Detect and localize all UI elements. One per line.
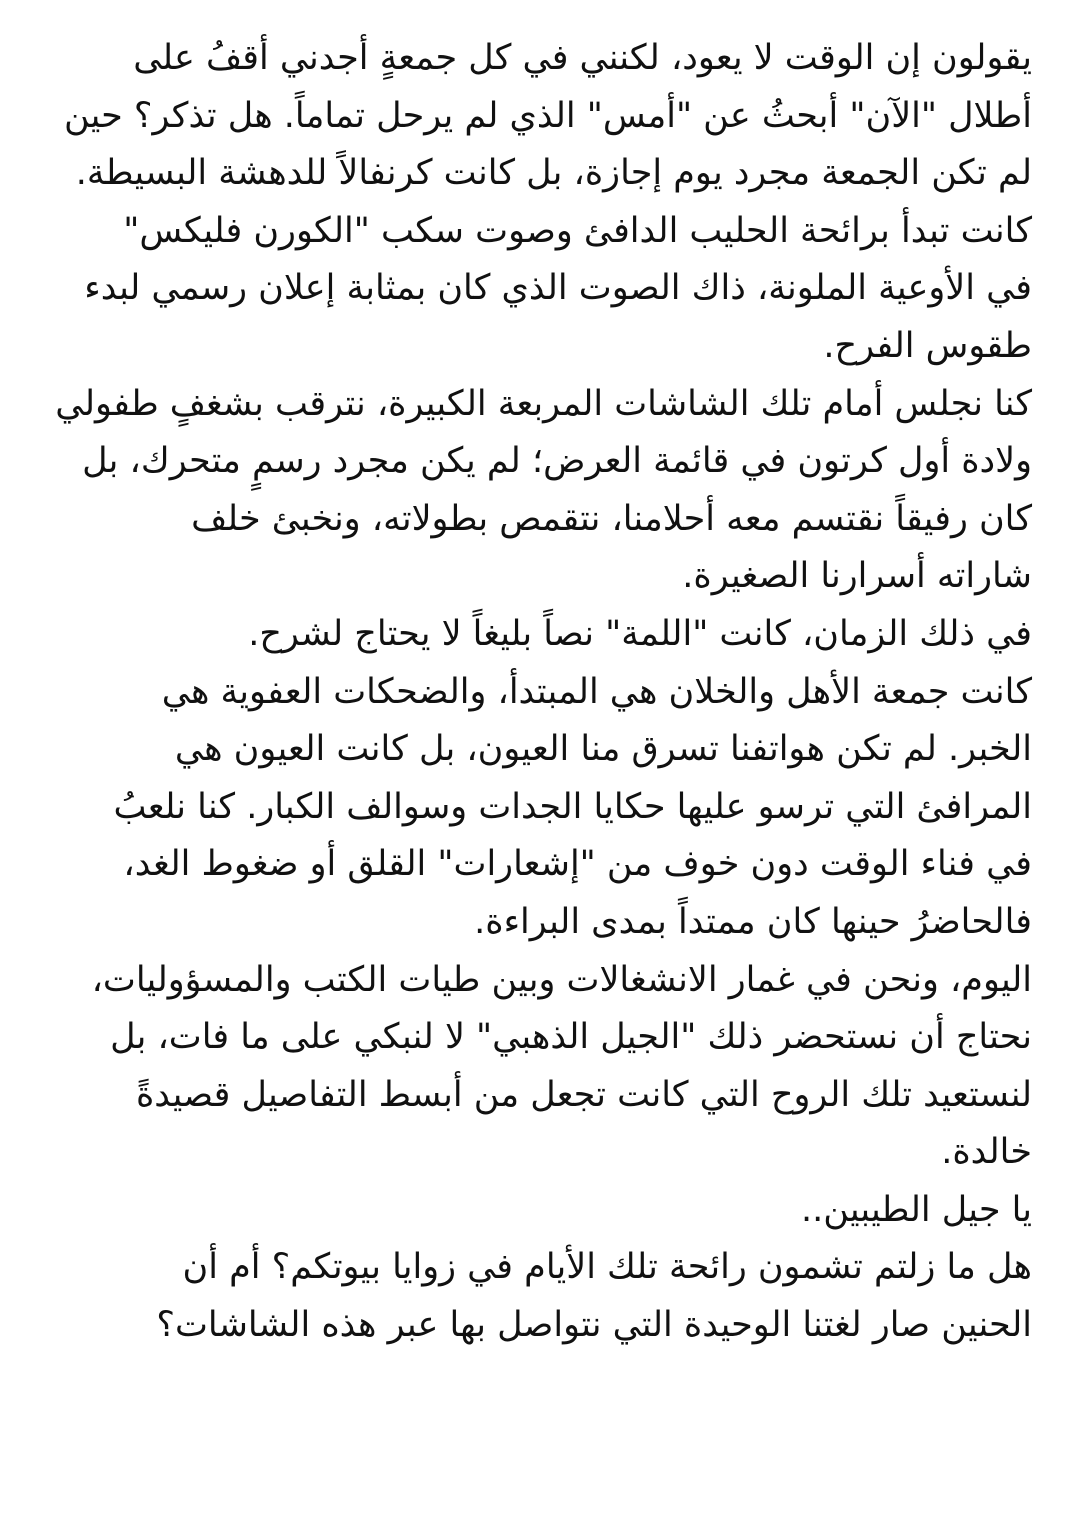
text-line: الخبر. لم تكن هواتفنا تسرق منا العيون، بل كانت العيون هي	[174, 729, 1032, 770]
text-line: كان رفيقاً نقتسم معه أحلامنا، نتقمص بطولاته، ونخبئ خلف	[191, 498, 1032, 539]
text-line: الحنين صار لغتنا الوحيدة التي نتواصل بها عبر هذه الشاشات؟	[156, 1305, 1032, 1346]
text-line: أطلال "الآن" أبحثُ عن "أمس" الذي لم يرحل تماماً. هل تذكر؟ حين	[63, 95, 1032, 136]
text-line: لم تكن الجمعة مجرد يوم إجازة، بل كانت كرنفالاً للدهشة البسيطة.	[75, 153, 1032, 194]
document-body	[50, 30, 1032, 1355]
text-line: لنستعيد تلك الروح التي كانت تجعل من أبسط التفاصيل قصيدةً	[135, 1074, 1032, 1115]
text-line: اليوم، ونحن في غمار الانشغالات وبين طيات الكتب والمسؤوليات،	[91, 959, 1032, 1000]
text-line: كانت جمعة الأهل والخلان هي المبتدأ، والضحكات العفوية هي	[161, 671, 1032, 712]
text-line: يقولون إن الوقت لا يعود، لكنني في كل جمعةٍ أجدني أقفُ على	[133, 38, 1032, 78]
text-line: فالحاضرُ حينها كان ممتداً بمدى البراءة.	[474, 901, 1032, 942]
text-line: شاراته أسرارنا الصغيرة.	[682, 556, 1032, 597]
text-line: المرافئ التي ترسو عليها حكايا الجدات وسوالف الكبار. كنا نلعبُ	[113, 786, 1032, 827]
text-line: في فناء الوقت دون خوف من "إشعارات" القلق أو ضغوط الغد،	[123, 844, 1032, 885]
text-line: في الأوعية الملونة، ذاك الصوت الذي كان بمثابة إعلان رسمي لبدء	[84, 268, 1032, 309]
text-line: نحتاج أن نستحضر ذلك "الجيل الذهبي" لا لنبكي على ما فات، بل	[110, 1017, 1032, 1058]
text-line: هل ما زلتم تشمون رائحة تلك الأيام في زوايا بيوتكم؟ أم أن	[182, 1247, 1032, 1288]
text-line: يا جيل الطيبين..	[800, 1189, 1032, 1230]
text-line: ولادة أول كرتون في قائمة العرض؛ لم يكن مجرد رسمٍ متحرك، بل	[82, 441, 1032, 482]
text-line: طقوس الفرح.	[823, 325, 1032, 366]
text-line: كنا نجلس أمام تلك الشاشات المربعة الكبيرة، نترقب بشغفٍ طفولي	[55, 383, 1032, 424]
text-line: في ذلك الزمان، كانت "اللمة" نصاً بليغاً لا يحتاج لشرح.	[248, 613, 1032, 654]
text-line: كانت تبدأ برائحة الحليب الدافئ وصوت سكب "الكورن فليكس"	[123, 210, 1032, 251]
text-line: خالدة.	[941, 1132, 1032, 1173]
